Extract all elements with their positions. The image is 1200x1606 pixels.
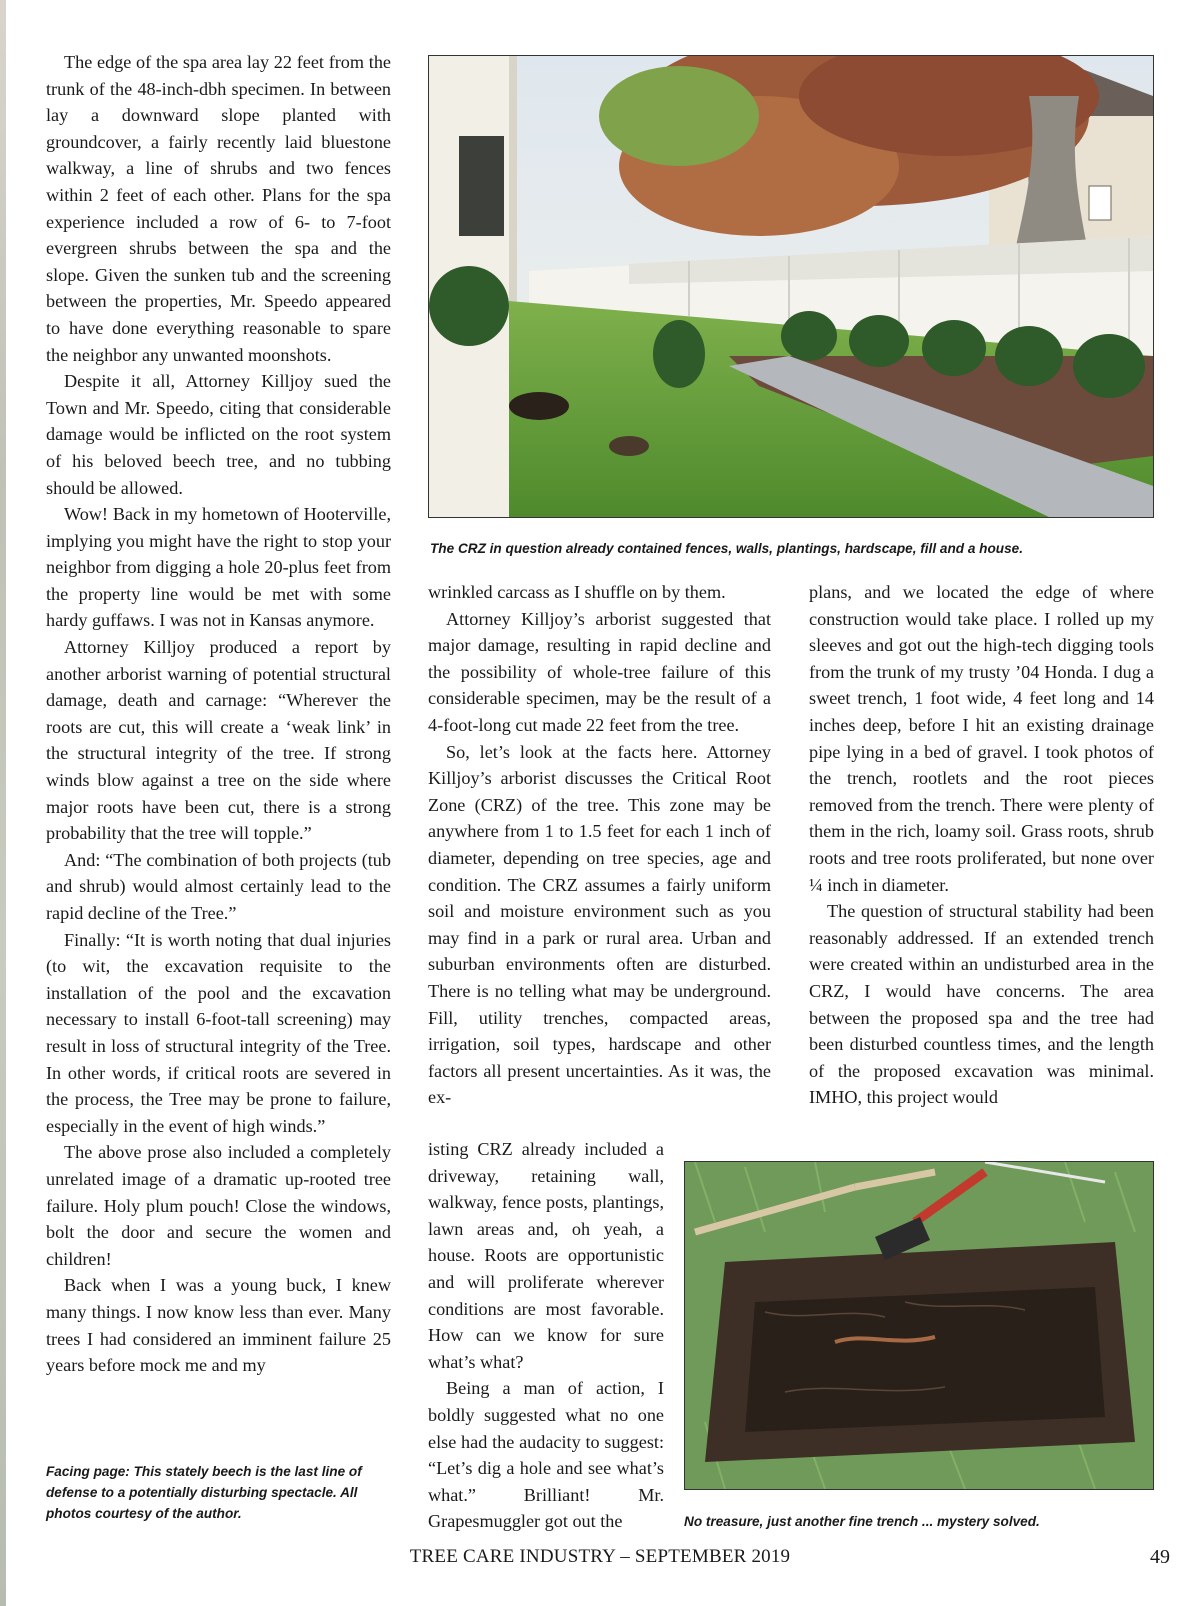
bottom-photo-caption: No treasure, just another fine trench ... mystery solved. (684, 1514, 1040, 1529)
body-paragraph: Being a man of action, I boldly suggested what no one else had the audacity to suggest: “Let’s dig a hole and see what’s what.” Brilliant! Mr. Grapesmuggler got out the (428, 1378, 664, 1532)
page-number: 49 (1150, 1546, 1170, 1568)
trench-photo (684, 1161, 1154, 1490)
top-photo-caption: The CRZ in question already contained fences, walls, plantings, hardscape, fill and a house. (430, 541, 1023, 556)
body-paragraph: Despite it all, Attorney Killjoy sued the Town and Mr. Speedo, citing that considerable damage would be inflicted on the root system of his beloved beech tree, and no tubbing should be allowed. (46, 371, 391, 498)
article-column-2-continued (428, 1136, 664, 1535)
page-edge-strip (0, 0, 6, 1606)
body-paragraph: The above prose also included a completely unrelated image of a dramatic up-rooted tree failure. Holy plum pouch! Close the windows, bolt the door and secure the women and children! (46, 1142, 391, 1269)
body-paragraph: Attorney Killjoy produced a report by another arborist warning of potential structural damage, death and carnage: “Wherever the roots are cut, this will create a ‘weak link’ in the structural integrity of the tree. If strong winds blow against a tree on the side where major roots have been cut, there is a strong probability that the tree will topple.” (46, 637, 391, 844)
garden-fence-photo (428, 55, 1154, 518)
body-paragraph: isting CRZ already included a driveway, retaining wall, walkway, fence posts, plantings, lawn areas and, oh yeah, a house. Roots are opportunistic and will proliferate wherever conditions are most favorable. How can we know for sure what’s what? (428, 1139, 664, 1372)
publication-footer: TREE CARE INDUSTRY – SEPTEMBER 2019 (409, 1546, 791, 1567)
body-paragraph: wrinkled carcass as I shuffle on by them. (428, 582, 726, 602)
body-paragraph: Finally: “It is worth noting that dual injuries (to wit, the excavation requisite to the installation of the pool and the excavation necessary to install 6-foot-tall screening) may result in loss of structural integrity of the Tree. In other words, if critical roots are severed in the process, the Tree may be prone to failure, especially in the event of high winds.” (46, 929, 391, 1136)
body-paragraph: Attorney Killjoy’s arborist suggested that major damage, resulting in rapid decline and the possibility of whole-tree failure of this considerable specimen, may be the result of a 4-foot-long cut made 22 feet from the tree. (428, 608, 771, 735)
body-paragraph: So, let’s look at the facts here. Attorney Killjoy’s arborist discusses the Critical Root Zone (CRZ) of the tree. This zone may be anywhere from 1 to 1.5 feet for each 1 inch of diameter, depending on tree species, age and condition. The CRZ assumes a fairly uniform soil and moisture environment such as you may find in a park or rural area. Urban and suburban environments often are disturbed. There is no telling what may be underground. Fill, utility trenches, compacted areas, irrigation, soil types, hardscape and other factors all present uncertainties. As it was, the ex- (428, 741, 771, 1108)
body-paragraph: The question of structural stability had been reasonably addressed. If an extended trench were created within an undisturbed area in the CRZ, I would have concerns. The area between the proposed spa and the tree had been disturbed countless times, and the length of the proposed excavation was minimal. IMHO, this project would (809, 901, 1154, 1108)
article-column-2 (428, 579, 771, 1111)
body-paragraph: The edge of the spa area lay 22 feet from the trunk of the 48-inch-dbh specimen. In between lay a downward slope planted with groundcover, a fairly recently laid bluestone walkway, a line of shrubs and two fences within 2 feet of each other. Plans for the spa experience included a row of 6- to 7-foot evergreen shrubs between the spa and the slope. Given the sunken tub and the screening between the properties, Mr. Speedo appeared to have done everything reasonable to spare the neighbor any unwanted moonshots. (46, 52, 391, 365)
body-paragraph: Wow! Back in my hometown of Hooterville, implying you might have the right to stop your neighbor from digging a hole 20-plus feet from the property line would be met with some hardy guffaws. I was not in Kansas anymore. (46, 504, 391, 631)
body-paragraph: plans, and we located the edge of where construction would take place. I rolled up my sleeves and got out the high-tech digging tools from the trunk of my trusty ’04 Honda. I dug a sweet trench, 1 foot wide, 4 feet long and 14 inches deep, before I hit an existing drainage pipe lying in a bed of gravel. I took photos of the trench, rootlets and the root pieces removed from the trench. There were plenty of them in the rich, loamy soil. Grass roots, shrub roots and tree roots proliferated, but none over ¼ inch in diameter. (809, 582, 1154, 895)
article-column-3 (809, 579, 1154, 1111)
facing-page-caption: Facing page: This stately beech is the last line of defense to a potentially disturbing spectacle. All photos courtesy of the author. (46, 1464, 362, 1521)
body-paragraph: Back when I was a young buck, I knew many things. I now know less than ever. Many trees I had considered an imminent failure 25 years before mock me and my (46, 1275, 391, 1376)
body-paragraph: And: “The combination of both projects (tub and shrub) would almost certainly lead to the rapid decline of the Tree.” (46, 849, 391, 923)
article-column-1 (46, 49, 391, 1379)
